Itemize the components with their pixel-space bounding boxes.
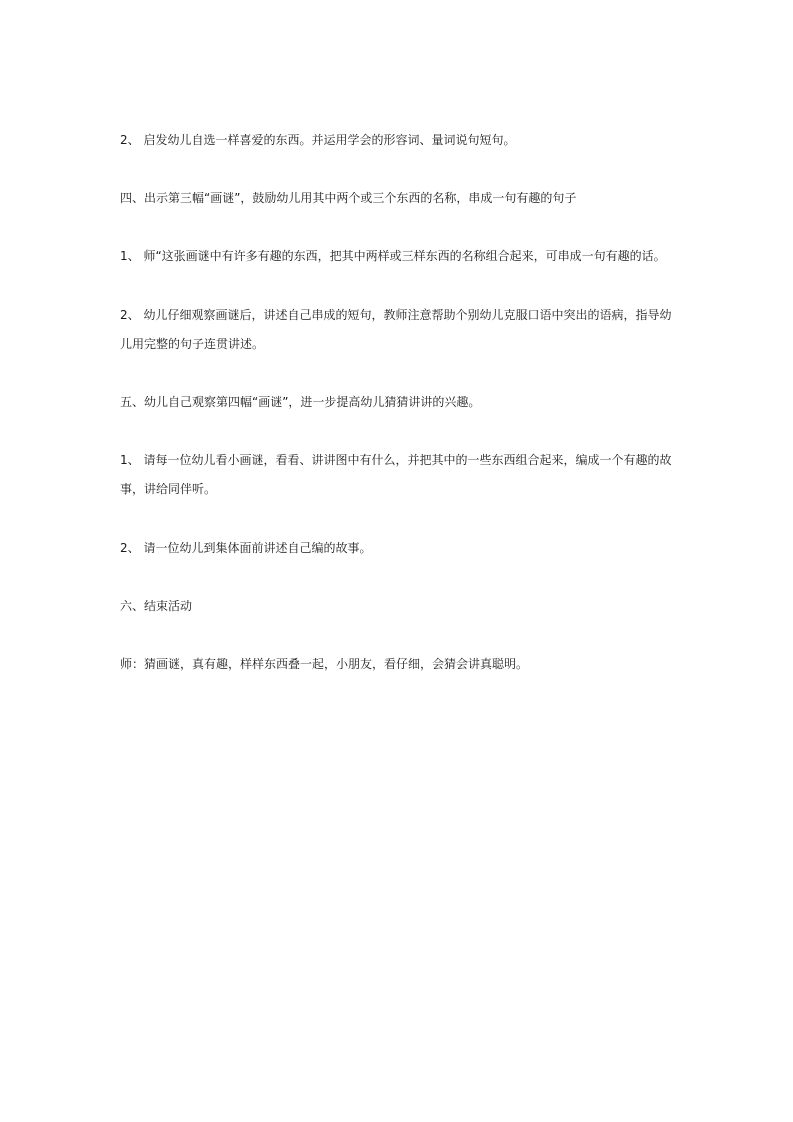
paragraph-step-2-choose-item: 2、 启发幼儿自选一样喜爱的东西。并运用学会的形容词、量词说句短句。 <box>120 133 516 147</box>
paragraph-step-1-teacher: 1、 师“这张画谜中有许多有趣的东西，把其中两样或三样东西的名称组合起来，可串成一句有趣的话。 <box>120 249 666 263</box>
section-heading-four: 四、出示第三幅“画谜”，鼓励幼儿用其中两个或三个东西的名称，串成一句有趣的句子 <box>120 191 577 205</box>
section-heading-six: 六、结束活动 <box>120 599 193 613</box>
paragraph-step-2-one-child: 2、 请一位幼儿到集体面前讲述自己编的故事。 <box>120 541 372 555</box>
paragraph-step-1-each-child: 1、 请每一位幼儿看小画谜，看看、讲讲图中有什么，并把其中的一些东西组合起来，编成一个有趣的故事，讲给同伴听。 <box>120 453 672 496</box>
paragraph-step-2-observe: 2、 幼儿仔细观察画谜后，讲述自己串成的短句，教师注意帮助个别幼儿克服口语中突出的语病，指导幼儿用完整的句子连贯讲述。 <box>120 308 672 351</box>
paragraph-closing-rhyme: 师：猜画谜，真有趣，样样东西叠一起，小朋友，看仔细，会猜会讲真聪明。 <box>120 657 529 671</box>
section-heading-five: 五、幼儿自己观察第四幅“画谜”，进一步提高幼儿猜猜讲讲的兴趣。 <box>120 395 481 409</box>
